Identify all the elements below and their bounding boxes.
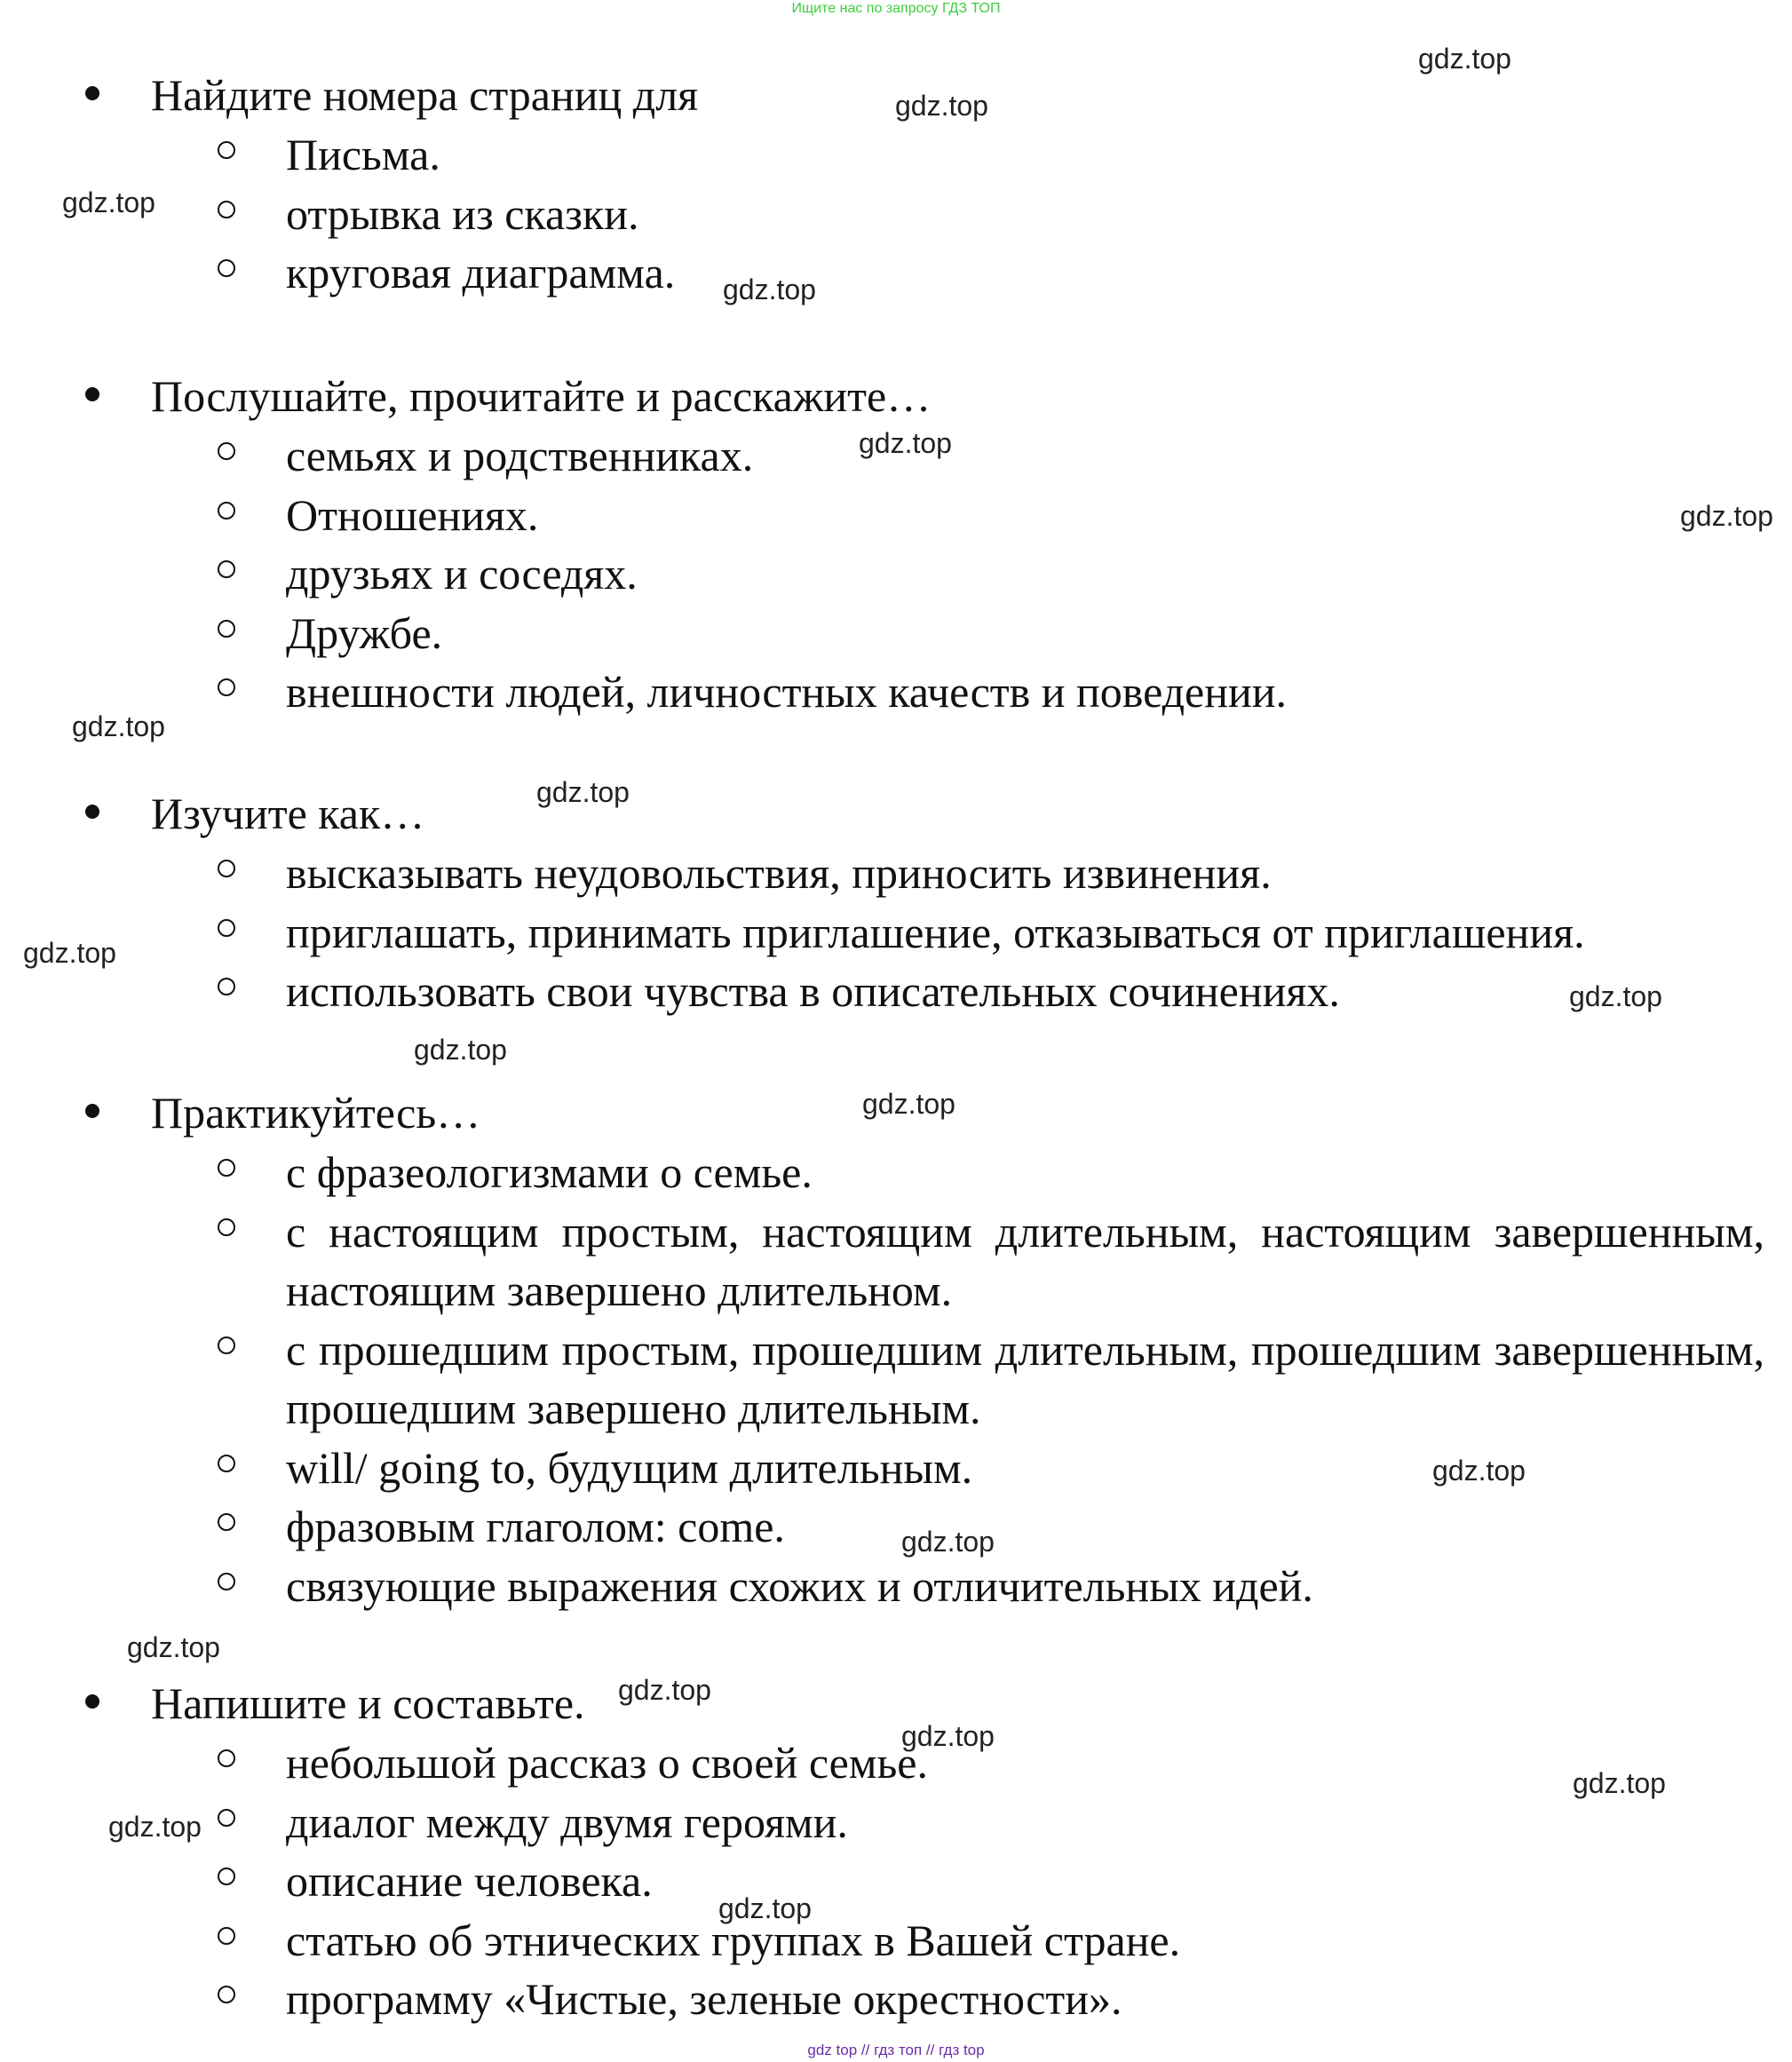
list-item-text: с прошедшим простым, прошедшим длительным, прошедшим завершенным, прошедшим завершено длительным.	[286, 1324, 1764, 1433]
watermark: gdz.top	[23, 937, 116, 969]
circle-bullet-icon	[218, 141, 235, 159]
watermark: gdz.top	[72, 710, 165, 742]
circle-bullet-icon	[218, 1868, 235, 1885]
section-practice	[0, 1083, 1792, 1615]
watermark: gdz.top	[901, 1526, 995, 1558]
header-note: Ищите нас по запросу ГДЗ ТОП	[791, 1, 1001, 16]
section-write-compose	[0, 1673, 1792, 2029]
list-item	[0, 125, 1792, 185]
section-listen-read-tell	[0, 366, 1792, 722]
list-item-text: высказывать неудовольствия, приносить извинения.	[286, 848, 1272, 898]
watermark: gdz.top	[62, 186, 155, 218]
bullet-heading-text: Найдите номера страниц для	[151, 70, 699, 120]
list-item	[0, 1911, 1792, 1971]
list-item-text: фразовым глаголом: come.	[286, 1502, 785, 1551]
watermark: gdz.top	[1569, 980, 1662, 1012]
circle-bullet-icon	[218, 978, 235, 995]
list-item-text: круговая диаграмма.	[286, 248, 676, 297]
circle-bullet-icon	[218, 560, 235, 578]
section-learn-how	[0, 783, 1792, 1021]
watermark: gdz.top	[618, 1674, 711, 1706]
list-item-text: внешности людей, личностных качеств и поведении.	[286, 667, 1288, 717]
list-item	[0, 544, 1792, 604]
list-item-text: программу «Чистые, зеленые окрестности».	[286, 1974, 1122, 2024]
watermark: gdz.top	[127, 1631, 220, 1663]
circle-bullet-icon	[218, 259, 235, 277]
list-item-text: отрывка из сказки.	[286, 188, 639, 239]
list-item	[0, 1497, 1792, 1557]
watermark: gdz.top	[901, 1720, 995, 1752]
bullet-dot-icon	[85, 1694, 99, 1709]
bullet-heading-text: Практикуйтесь…	[151, 1088, 481, 1138]
circle-bullet-icon	[218, 860, 235, 877]
list-item	[0, 1320, 1792, 1439]
list-item	[0, 1202, 1792, 1320]
watermark: gdz.top	[108, 1811, 202, 1843]
bullet-heading-text: Послушайте, прочитайте и расскажите…	[151, 371, 932, 421]
list-item-text: Отношениях.	[286, 489, 539, 540]
watermark: gdz.top	[414, 1034, 507, 1066]
list-item-text: друзьях и соседях.	[286, 549, 638, 599]
watermark: gdz.top	[723, 274, 816, 305]
list-item	[0, 185, 1792, 244]
sub-list	[0, 844, 1792, 1021]
bullet-heading	[0, 783, 1792, 844]
circle-bullet-icon	[218, 1986, 235, 2003]
footer-note: gdz top // гдз топ // гдз top	[807, 2042, 985, 2058]
list-item-text: семьях и родственниках.	[286, 431, 754, 480]
list-item	[0, 604, 1792, 663]
watermark: gdz.top	[536, 776, 630, 808]
bullet-dot-icon	[85, 86, 99, 100]
list-item-text: использовать свои чувства в описательных сочинениях.	[286, 966, 1340, 1016]
list-item	[0, 903, 1792, 963]
circle-bullet-icon	[218, 919, 235, 937]
bullet-heading-text: Напишите и составьте.	[151, 1678, 585, 1728]
list-item	[0, 1557, 1792, 1616]
circle-bullet-icon	[218, 201, 235, 218]
list-item	[0, 1733, 1792, 1793]
list-item	[0, 662, 1792, 722]
list-item-text: will/ going to, будущим длительным.	[286, 1442, 973, 1493]
watermark: gdz.top	[1418, 43, 1511, 75]
list-item	[0, 1852, 1792, 1911]
list-item-text: связующие выражения схожих и отличительных идей.	[286, 1560, 1313, 1611]
watermark: gdz.top	[895, 90, 988, 122]
watermark: gdz.top	[1680, 500, 1773, 532]
sub-list	[0, 426, 1792, 722]
list-item-text: Дружбе.	[286, 607, 443, 658]
circle-bullet-icon	[218, 1159, 235, 1177]
circle-bullet-icon	[218, 620, 235, 638]
bullet-heading	[0, 1673, 1792, 1733]
circle-bullet-icon	[218, 1573, 235, 1590]
circle-bullet-icon	[218, 1927, 235, 1945]
list-item	[0, 962, 1792, 1021]
circle-bullet-icon	[218, 1809, 235, 1827]
watermark: gdz.top	[859, 427, 952, 459]
circle-bullet-icon	[218, 1218, 235, 1236]
list-item-text: статью об этнических группах в Вашей стране.	[286, 1915, 1181, 1965]
watermark: gdz.top	[1432, 1455, 1526, 1487]
circle-bullet-icon	[218, 442, 235, 460]
circle-bullet-icon	[218, 678, 235, 696]
list-item	[0, 1143, 1792, 1202]
list-item	[0, 1793, 1792, 1852]
sub-list	[0, 1143, 1792, 1615]
circle-bullet-icon	[218, 1455, 235, 1472]
list-item-text: описание человека.	[286, 1856, 653, 1906]
list-item-text: с настоящим простым, настоящим длительным, настоящим завершенным, настоящим завершено длительном.	[286, 1206, 1764, 1315]
list-item	[0, 1970, 1792, 2029]
bullet-heading-text: Изучите как…	[151, 789, 425, 838]
watermark: gdz.top	[862, 1088, 955, 1120]
circle-bullet-icon	[218, 1336, 235, 1354]
sub-list	[0, 125, 1792, 303]
list-item-text: приглашать, принимать приглашение, отказываться от приглашения.	[286, 907, 1585, 957]
circle-bullet-icon	[218, 1513, 235, 1531]
list-item-text: небольшой рассказ о своей семье.	[286, 1738, 928, 1788]
list-item-text: диалог между двумя героями.	[286, 1796, 848, 1847]
list-item	[0, 486, 1792, 545]
bullet-dot-icon	[85, 805, 99, 819]
bullet-dot-icon	[85, 1104, 99, 1118]
list-item	[0, 844, 1792, 903]
watermark: gdz.top	[718, 1892, 812, 1924]
list-item	[0, 243, 1792, 303]
circle-bullet-icon	[218, 1749, 235, 1767]
bullet-heading	[0, 366, 1792, 426]
list-item-text: Письма.	[286, 130, 440, 179]
sub-list	[0, 1733, 1792, 2029]
list-item-text: с фразеологизмами о семье.	[286, 1147, 813, 1197]
circle-bullet-icon	[218, 502, 235, 519]
bullet-dot-icon	[85, 387, 99, 401]
watermark: gdz.top	[1573, 1767, 1666, 1799]
